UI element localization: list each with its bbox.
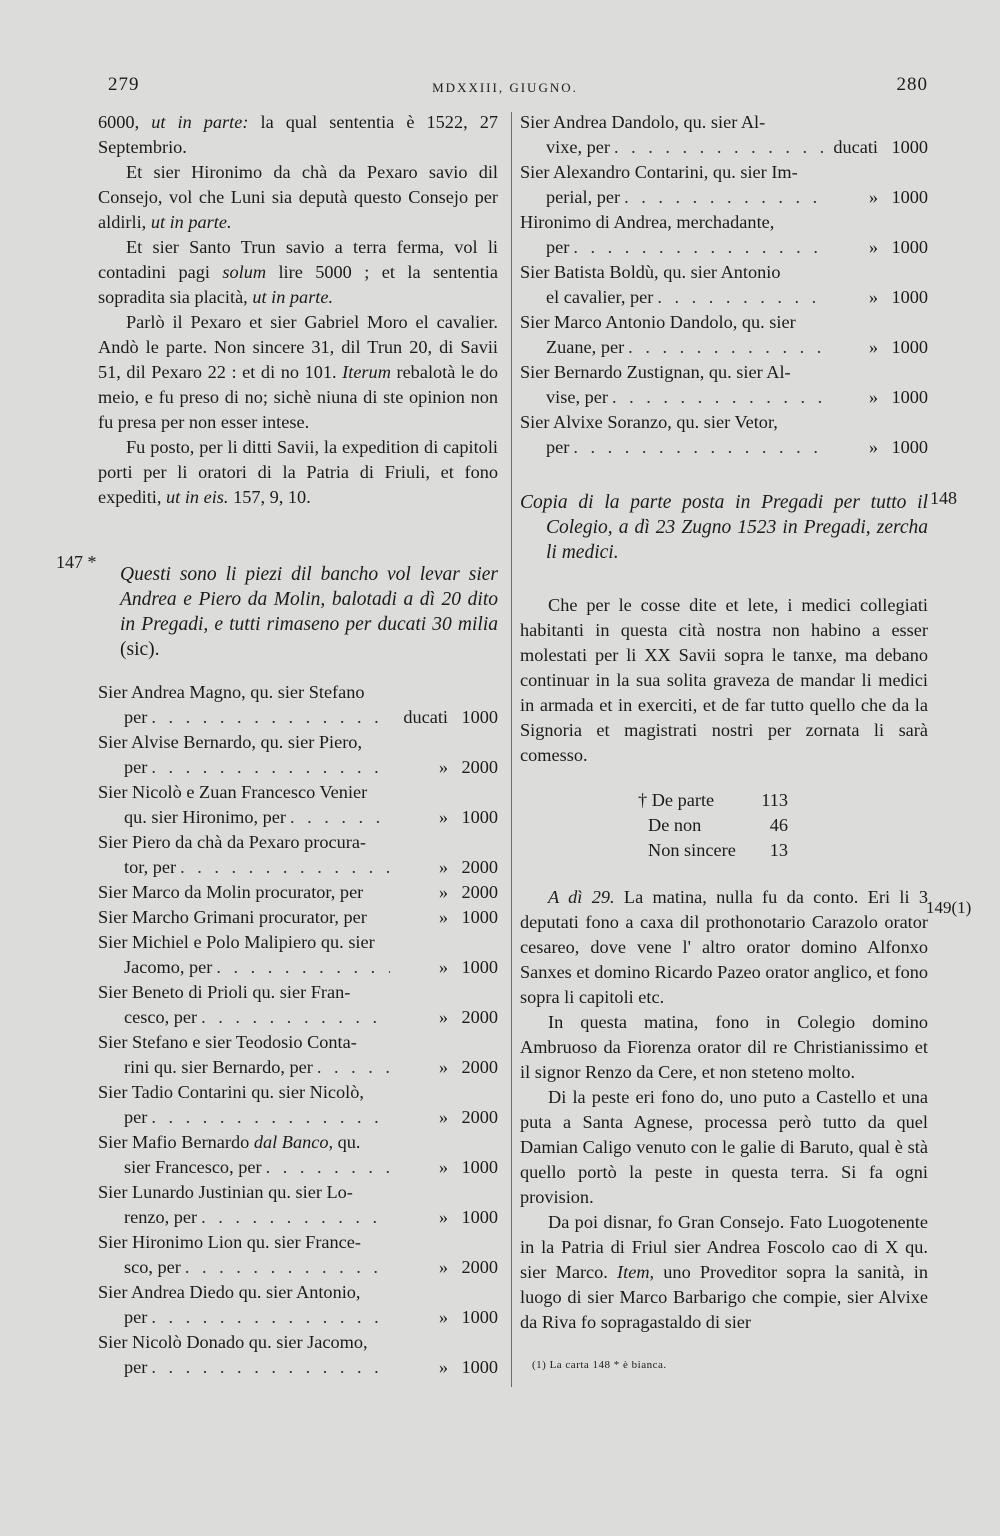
vote-row: Non sincere 13 [648,840,788,860]
vote-row: De non 46 [648,815,788,835]
column-divider [511,112,512,1387]
list-item: Sier Alvise Bernardo, qu. sier Piero, per . . . » 2000 [98,730,498,780]
paragraph: Da poi disnar, fo Gran Consejo. Fato Luogotenente in la Patria di Friul sier Andrea Foscolo cao di X qu. sier Marco. Item, uno Proveditor sopra la sanità, in luogo di sier Marco Barbarigo che compie, sier Alvixe da Riva fo sopragastaldo di sier [520,1212,928,1332]
guarantor-list [98,680,498,1380]
list-item: Sier Piero da chà da Pexaro procura- tor, per . . . » 2000 [98,830,498,880]
right-page-number: 280 [896,74,928,95]
section-heading: Questi sono li piezi dil bancho vol levar sier Andrea e Piero da Molin, balotadi a dì 20 dito in Pregadi, e tutti rimaseno per ducati 30 milia (sic). [120,564,498,660]
paragraph: Di la peste eri fono do, uno puto a Castello et una puta a Santa Agnese, processa però tutto da quel Damian Caligo venuto con le galie di Baruto, qual è stà quello portò la peste in questa terra. Si fa ogni provision. [520,1087,928,1207]
list-item: Sier Mafio Bernardo dal Banco, qu. sier Francesco, per . . . » 1000 [98,1130,498,1180]
list-item: Sier Michiel e Polo Malipiero qu. sier Jacomo, per . . . » 1000 [98,930,498,980]
footnote: (1) La carta 148 * è bianca. [532,1359,667,1371]
list-item: Sier Alvixe Soranzo, qu. sier Vetor, per . . . » 1000 [520,410,928,460]
running-title: MDXXIII, GIUGNO. [432,80,578,95]
guarantor-list-continued [520,110,928,460]
list-item: Sier Andrea Diedo qu. sier Antonio, per . . . » 1000 [98,1280,498,1330]
vote-tally [638,788,928,863]
paragraph: A dì 29. La matina, nulla fu da conto. Eri li 3 deputati fono a caxa dil prothonotario Carazolo orator cesareo, dove vene l' altro orator domino Alfonxo Sanxes et domino Ricardo Pazeo orator anglico, et fono sopra li capitoli etc. [520,887,928,1007]
list-item: Sier Marcho Grimani procurator, per » 1000 [98,907,498,927]
list-item: Sier Stefano e sier Teodosio Conta- rini qu. sier Bernardo, per . . . » 2000 [98,1030,498,1080]
paragraph: Fu posto, per li ditti Savii, la expedition di capitoli porti per li oratori di la Patria di Friuli, et fono expediti, ut in eis. 157, 9, 10. [98,437,498,507]
left-column [98,110,498,1380]
list-item: Sier Hironimo Lion qu. sier France- sco, per . . . » 2000 [98,1230,498,1280]
paragraph: 6000, ut in parte: la qual sententia è 1522, 27 Septembrio. [98,112,499,157]
paragraph: Che per le cosse dite et lete, i medici collegiati habitanti in questa cità nostra non habino a esser molestati per li XX Savii sopra le tanxe, ma debano continuar in la sua solita graveza de mandar li medici in armada et in exerciti, et de far tutto quello che da la Signoria et magistrati nostri per zornata li sarà comesso. [520,595,928,765]
margin-folio-148: 148 [930,488,957,508]
left-page-number: 279 [108,74,140,95]
right-column [520,110,928,1378]
section-heading: Copia di la parte posta in Pregadi per tutto il Colegio, a dì 23 Zugno 1523 in Pregadi, zercha li medici. [520,492,928,563]
list-item: Sier Lunardo Justinian qu. sier Lo- renzo, per . . . » 1000 [98,1180,498,1230]
paragraph: In questa matina, fono in Colegio domino Ambruoso da Fiorenza orator dil re Christianissimo et il signor Renzo da Cere, et non steteno molto. [520,1012,928,1082]
paragraph: Et sier Hironimo da chà da Pexaro savio dil Consejo, vol che Luni sia deputà questo Consejo per aldirli, ut in parte. [98,162,498,232]
list-item: Sier Andrea Magno, qu. sier Stefano per . . . ducati 1000 [98,680,498,730]
vote-row: † De parte 113 [638,790,788,810]
list-item: Sier Batista Boldù, qu. sier Antonio el cavalier, per . . . » 1000 [520,260,928,310]
list-item: Hironimo di Andrea, merchadante, per . . . » 1000 [520,210,928,260]
list-item: Sier Andrea Dandolo, qu. sier Al- vixe, per . . . ducati 1000 [520,110,928,160]
list-item: Sier Alexandro Contarini, qu. sier Im- perial, per . . . » 1000 [520,160,928,210]
list-item: Sier Marco da Molin procurator, per » 2000 [98,882,498,902]
list-item: Sier Nicolò e Zuan Francesco Venier qu. sier Hironimo, per . . . » 1000 [98,780,498,830]
margin-folio-147: 147 * [56,552,97,572]
list-item: Sier Tadio Contarini qu. sier Nicolò, per . . . » 2000 [98,1080,498,1130]
margin-folio-149: 149(1) [926,898,972,917]
list-item: Sier Bernardo Zustignan, qu. sier Al- vise, per . . . » 1000 [520,360,928,410]
list-item: Sier Nicolò Donado qu. sier Jacomo, per . . . » 1000 [98,1330,498,1380]
paragraph: Et sier Santo Trun savio a terra ferma, vol li contadini pagi solum lire 5000 ; et la sententia sopradita sia placità, ut in parte. [98,237,498,307]
list-item: Sier Beneto di Prioli qu. sier Fran- cesco, per . . . » 2000 [98,980,498,1030]
paragraph: Parlò il Pexaro et sier Gabriel Moro el cavalier. Andò le parte. Non sincere 31, dil Trun 20, di Savii 51, dil Pexaro 22 : et di no 101. Iterum rebalotà le do meio, e fu preso di no; sichè niuna di ste opinion non fu presa per non esser intese. [98,312,498,432]
list-item: Sier Marco Antonio Dandolo, qu. sier Zuane, per . . . » 1000 [520,310,928,360]
